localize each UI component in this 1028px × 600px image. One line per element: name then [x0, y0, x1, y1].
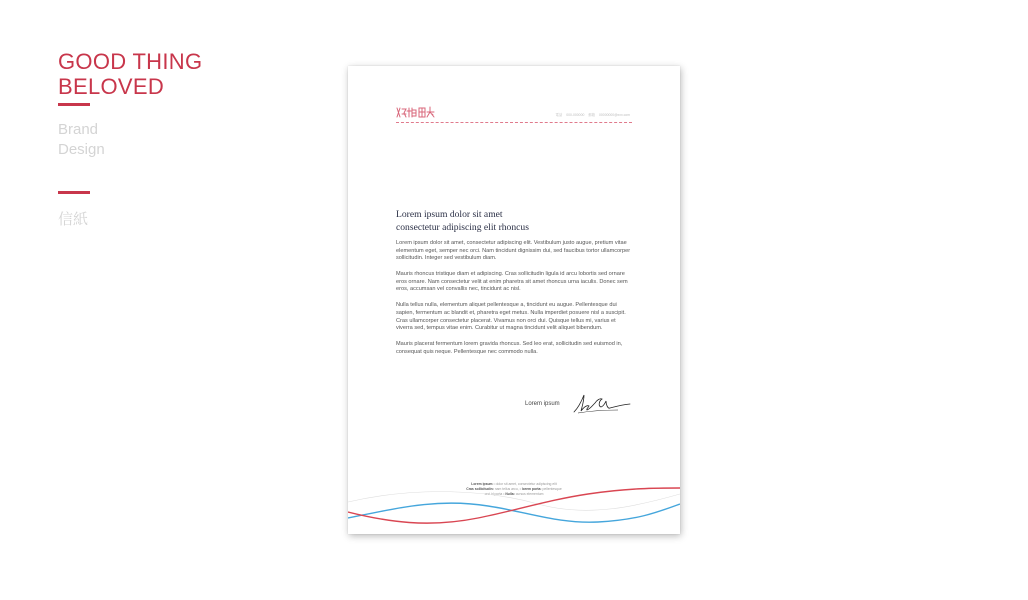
accent-rule	[58, 103, 90, 106]
body-paragraph: Mauris rhoncus tristique diam et adipiscing. Cras sollicitudin ligula id arcu lobortis sed ornare eros ornare. Nam consectetur velit at enim pharetra sit amet rhoncus urna iaculis. Donec sem eros, accumsan vel convallis nec, tincidunt ac nisl.	[396, 271, 628, 293]
signature-label: Lorem ipsum	[525, 401, 560, 407]
email-label: 郵箱	[588, 113, 596, 117]
heading-line: Lorem ipsum dolor sit amet	[396, 209, 503, 220]
footer-line: Cras sollicitudin: nam tellus arcu, • lorem porta: pellentesque	[466, 487, 562, 492]
letter-heading	[396, 209, 636, 234]
accent-rule	[58, 191, 90, 194]
footer-line: orci id porta • Nulla: cursus elementum	[484, 492, 544, 497]
logo-mark-icon	[396, 105, 442, 119]
brand-subtitle: Brand Design	[58, 121, 105, 158]
letter-body	[396, 240, 632, 365]
footer-waves-icon	[348, 482, 680, 534]
phone-label: 電話	[555, 113, 563, 117]
signature-icon	[570, 392, 632, 416]
brand-title: GOOD THING BELOVED	[58, 49, 203, 99]
body-paragraph: Lorem ipsum dolor sit amet, consectetur adipiscing elit. Vestibulum justo augue, pretium vitae elementum eget, semper nec orci. Nam tincidunt dignissim dui, sed faucibus tortor ullamcorper sollicitudin. Integer sed vestibulum diam.	[396, 240, 631, 262]
contact-info	[553, 112, 631, 117]
section-label: 信紙	[58, 210, 89, 228]
phone-value: 000-000000	[566, 113, 585, 117]
heading-line: consectetur adipiscing elit rhoncus	[396, 221, 529, 233]
brand-logo	[396, 105, 442, 119]
footer-line: Lorem ipsum • dolor sit amet, consectetur adipiscing elit	[471, 482, 557, 486]
header-divider	[396, 122, 632, 123]
letterhead-sheet	[348, 66, 680, 534]
body-paragraph: Nulla tellus nulla, elementum aliquet pellentesque a, tincidunt eu augue. Pellentesque dui sapien, fermentum ac blandit et, pharetra eget metus. Nulla imperdiet posuere nisl a suscipit. Cras ullamcorper consectetur placerat. Vivamus non orci dui. Quisque tellus mi, varius et viverra sed, tempus vitae enim. Curabitur ut magna tincidunt velit aliquet bibendum.	[396, 302, 626, 332]
body-paragraph: Mauris placerat fermentum lorem gravida rhoncus. Sed leo erat, sollicitudin sed euismod in, consequat quis neque. Pellentesque nec commodo nulla.	[396, 341, 623, 355]
email-value: 00000000@xxx.com	[599, 113, 630, 117]
